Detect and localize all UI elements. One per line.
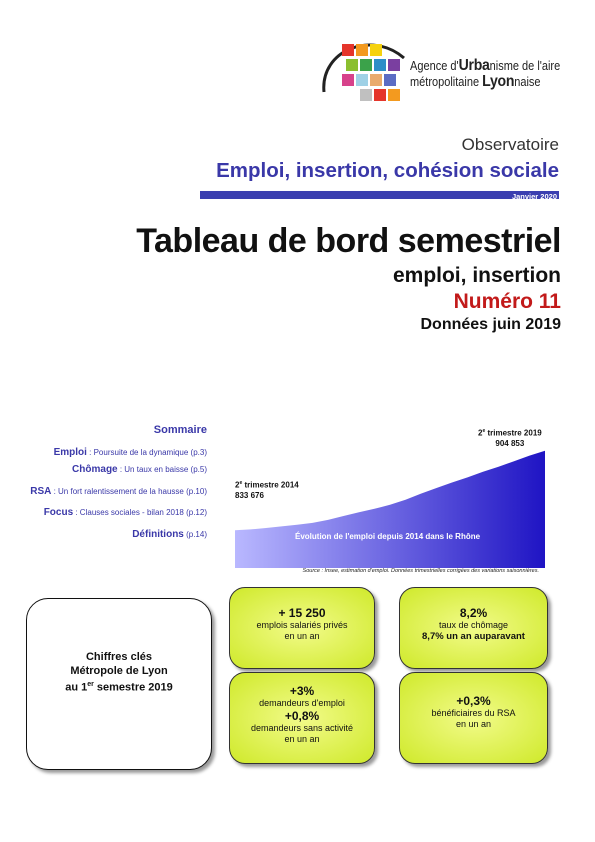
sommaire-item-definitions[interactable]: Définitions (p.14) — [132, 529, 207, 540]
logo-cube — [360, 59, 372, 71]
stat-card-demandeurs: +3% demandeurs d'emploi +0,8% demandeurs sans activité en un an — [229, 672, 375, 764]
logo-cube — [374, 59, 386, 71]
data-date: Données juin 2019 — [420, 316, 561, 333]
logo-cube — [360, 89, 372, 101]
chart-end-value: 904 853 — [495, 438, 525, 448]
logo-cube — [356, 74, 368, 86]
logo-cube — [370, 74, 382, 86]
sommaire-item-rsa[interactable]: RSA : Un fort ralentissement de la hausse (p.10) — [30, 486, 207, 497]
page-title: Tableau de bord semestriel — [136, 222, 561, 260]
logo-cube — [384, 74, 396, 86]
chart-start-value: 833 676 — [235, 490, 264, 500]
chart-title: Évolution de l'emploi depuis 2014 dans le Rhône — [295, 532, 481, 541]
stat-card-rsa: +0,3% bénéficiaires du RSA en un an — [399, 672, 548, 764]
logo-cube — [356, 44, 368, 56]
agency-name: Agence d'Urbanisme de l'aire métropolitaine Lyonnaise — [410, 57, 561, 90]
logo-cube — [342, 74, 354, 86]
stat-card-chomage: 8,2% taux de chômage 8,7% un an auparavant — [399, 587, 548, 669]
logo-cube — [346, 59, 358, 71]
key-figures-heading: Chiffres clés Métropole de Lyon au 1er semestre 2019 — [65, 651, 173, 694]
sommaire-heading: Sommaire — [153, 424, 207, 436]
sommaire-item-focus[interactable]: Focus : Clauses sociales - bilan 2018 (p.12) — [43, 507, 207, 518]
logo-cube — [374, 89, 386, 101]
agency-logo-icon — [312, 30, 412, 112]
employment-area-chart — [235, 440, 545, 570]
logo-cube — [388, 89, 400, 101]
logo-cube — [342, 44, 354, 56]
observatoire-title: Emploi, insertion, cohésion sociale — [216, 159, 559, 182]
page-subtitle: emploi, insertion — [392, 264, 561, 287]
sommaire-item-emploi[interactable]: Emploi : Poursuite de la dynamique (p.3) — [53, 447, 207, 458]
chart-source: Source : Insee, estimation d'emploi. Données trimestrielles corrigées des variations saisonnières. — [302, 568, 539, 574]
title-divider-bar — [200, 191, 559, 199]
chart-area-series — [235, 451, 545, 568]
observatoire-label: Observatoire — [461, 135, 559, 154]
stat-card-emplois: + 15 250 emplois salariés privés en un an — [229, 587, 375, 669]
logo-cube — [370, 44, 382, 56]
issue-number: Numéro 11 — [453, 290, 561, 313]
publication-date: Janvier 2020 — [511, 192, 557, 201]
chart-end-label: 2e trimestre 2019 904 853 — [478, 428, 542, 448]
chart-start-label: 2e trimestre 2014 833 676 — [235, 480, 299, 500]
logo-cube — [388, 59, 400, 71]
sommaire-item-chomage[interactable]: Chômage : Un taux en baisse (p.5) — [72, 464, 207, 475]
